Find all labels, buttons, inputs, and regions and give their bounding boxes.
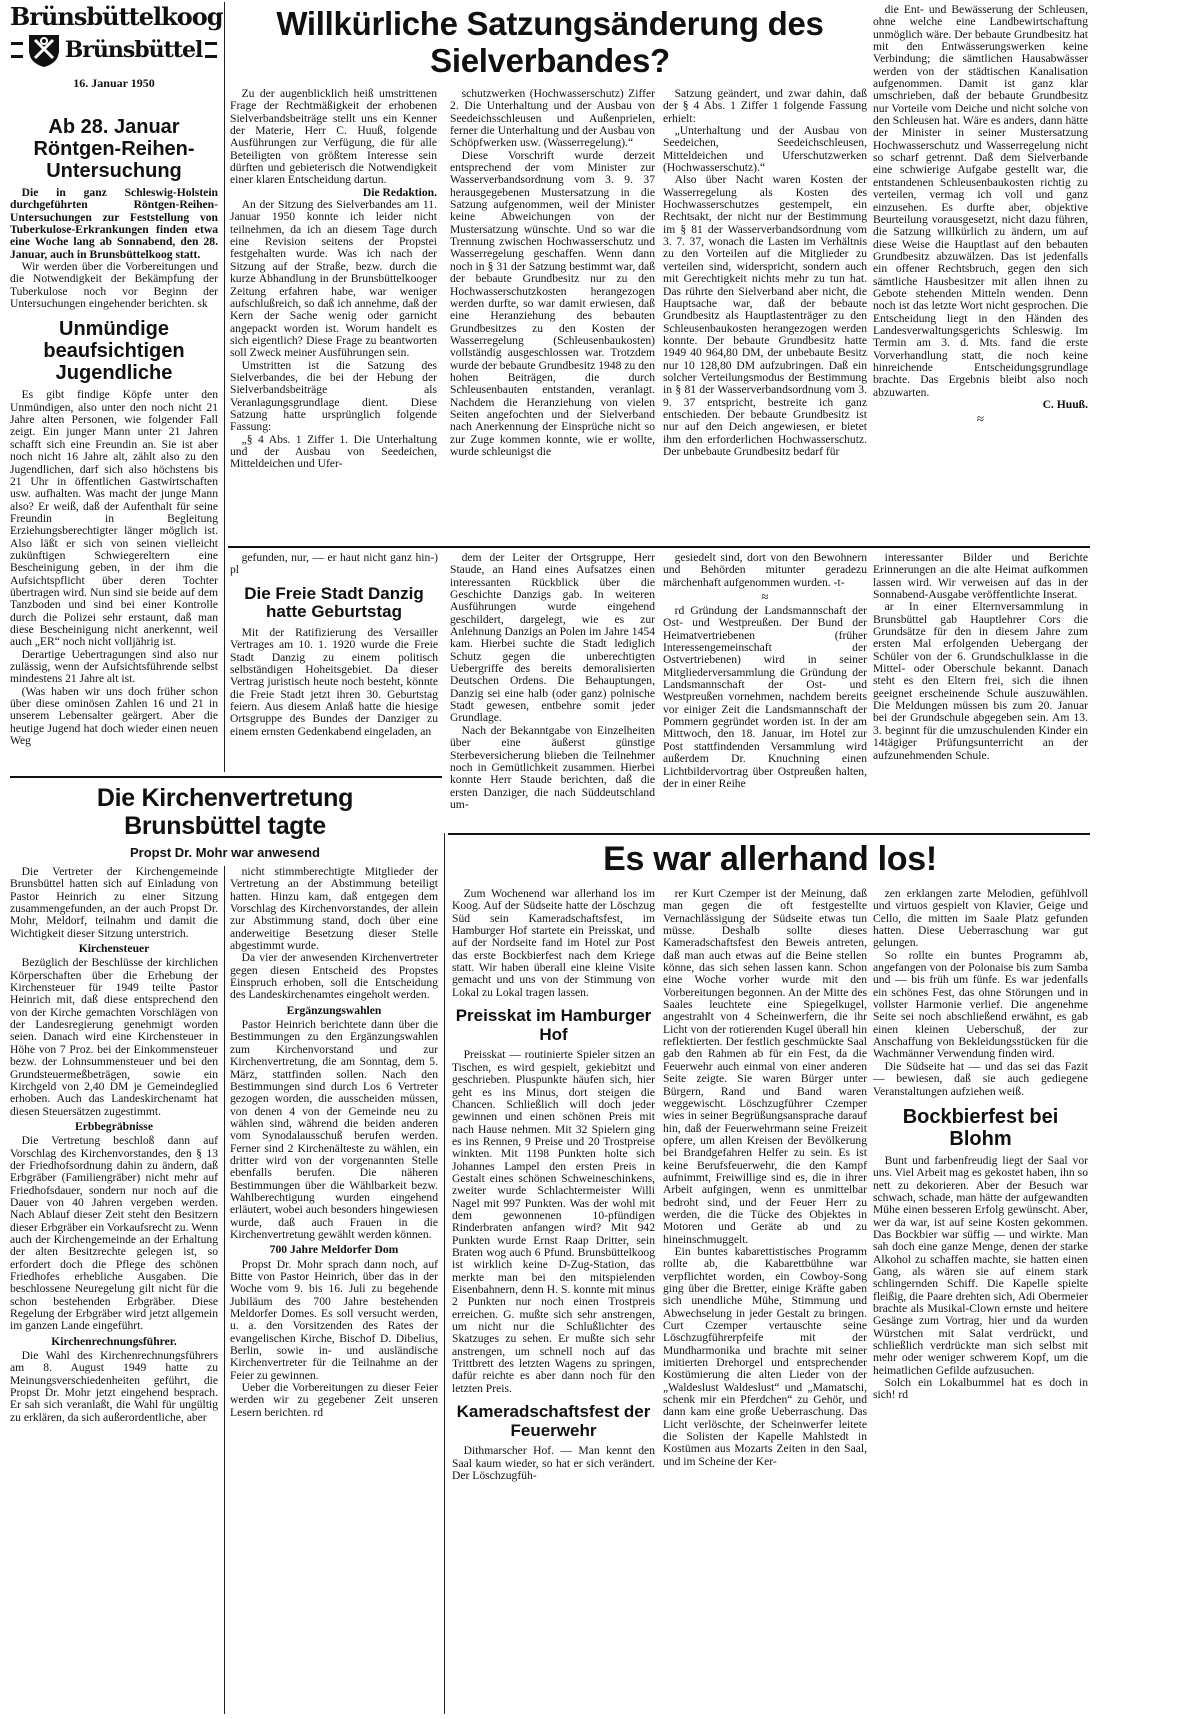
- article-headline: Die Freie Stadt Danzig hatte Geburtstag: [244, 583, 424, 622]
- section-subhead: Ergänzungswahlen: [286, 1003, 382, 1017]
- paragraph: Die Vertreter der Kirchengemeinde Brunsbüttel hatten sich auf Einladung von Pastor Heinrich zu einer Sitzung zusammengefunden, an der auch Propst Dr. Mohr, Meldorf, teilnahm und damit die Wichtigkeit dieser Sitzung unterstrich.: [10, 866, 218, 940]
- article-column: [873, 4, 1088, 542]
- column-divider: [224, 2, 225, 772]
- byline: C. Huuß.: [1042, 398, 1088, 411]
- left-column-articles: [10, 108, 218, 772]
- masthead: [10, 2, 223, 102]
- article-headline: Kameradschaftsfest der Feuerwehr: [456, 1402, 651, 1440]
- headline-kirchenvertretung: Die Kirchenvertretung Brunsbüttel tagte: [96, 784, 354, 840]
- article-column: [873, 552, 1088, 830]
- article-column: [230, 88, 437, 540]
- paragraph: rer Kurt Czemper ist der Meinung, daß man gegen die oft festgestellte Vernachlässigung der Südseite etwas tun müsse. Deshalb sollte dieses Kameradschaftsfest den Beweis antreten, daß man auch etwas auf die Beine stellen könne, das sich sehen lassen kann. Schon eine Woche vorher wurde mit den Vorbereitungen begonnen. An der Mitte des Saales leuchtete eine Spiegelkugel, angestrahlt von 4 Scheinwerfern, die ihr Licht von der rotierenden Kugel überall hin reflektierten. Der festlich geschmückte Saal gab den Rahmen ab für ein Fest, da die Feuerwehr auch einmal von einer anderen Seite zeigte. Sie waren Bürger unter Bürgern, Rand und Band waren weggewischt. Löschzugführer Czemper wies in seiner Begrüßungsansprache darauf hin, daß der Feuerwehrmann seine Freizeit opfere, um allen Kreisen der Bevölkerung bei Brandgefahren Helfer zu sein. Es ist keine Berufsfeuerwehr, die den Kampf aufnimmt, Freiwillige sind es, die in ihrer Arbeit aufgingen, wenn es unmittelbar bedroht sind, und der Feuer Herr zu werden, die die Tücke des Objektes in Motoren und Geräte ab und zu hineinschmuggelt.: [663, 888, 867, 1246]
- subheadline-kirchenvertretung: Propst Dr. Mohr war anwesend: [130, 845, 320, 860]
- paragraph: Zu der augenblicklich heiß umstrittenen Frage der Rechtmäßigkeit der erhobenen Sielverbandsbeiträge stellt uns ein Kenner der Materie, Herr C. Huuß, folgende Ausführungen zur Verfügung, die für alle Beteiligten von größtem Interesse sein dürften und gebieterisch die Notwendigkeit einer klaren Entscheidung dartun.: [230, 88, 437, 187]
- paragraph: So rollte ein buntes Programm ab, angefangen von der Polonaise bis zum Samba und — bis früh um fünfe. Es war jedenfalls ein schönes Fest, das ohne Störungen und in vollster Harmonie verlief. Die angenehme Seite sei noch abschließend erwähnt, es gab einen kleinen Ueberschuß, der zur Anschaffung von Bekleidungsstücken für die Wachmänner Verwendung finden wird.: [873, 948, 1088, 1061]
- paragraph: Propst Dr. Mohr sprach dann noch, auf Bitte von Pastor Heinrich, über das in der Woche vom 9. bis 16. Juli zu begehende Jubiläum des 700 Jahre bestehenden Meldorfer Domes. Es soll versucht werden, u. a. den Vorsitzenden des Rates der evangelischen Kirche, Bischof D. Dibelius, Berlin, sowie in- und ausländische Kirchenvertreter für die Teilnahme an der Feier zu gewinnen.: [230, 1257, 438, 1382]
- section-subhead: 700 Jahre Meldorfer Dom: [269, 1243, 399, 1257]
- paragraph: zen erklangen zarte Melodien, gefühlvoll und virtuos gespielt von Klavier, Geige und Cello, die mitten im Saale Platz gefunden hatten. Diese Ueberraschung war gut gelungen.: [873, 888, 1088, 950]
- headline-allerhand: Es war allerhand los!: [603, 840, 937, 878]
- paragraph: „§ 4 Abs. 1 Ziffer 1. Die Unterhaltung und der Ausbau von Seedeichen, Mitteldeichen und Ufer-: [230, 432, 437, 471]
- paragraph: Derartige Uebertragungen sind also nur zulässig, wenn der Aufsichtsführende selbst mindestens 21 Jahre alt ist.: [10, 647, 218, 686]
- paragraph: Ein buntes kabarettistisches Programm rollte ab, die Kabarettbühne war verpflichtet worden, ein Cowboy-Song ging über die Bretter, einige Kräfte gaben sich unendliche Mühe, Stimmung und Abwechselung in jeder Gestalt zu bringen. Curt Czemper vertauschte seine Löschzugführerpfeife mit der Mundharmonika und brachte mit seiner imitierten Drehorgel und entsprechender Kostümierung die alten Lieder von der „Waldeslust Waldeslust“ und „Mamatschi, schenk mir ein Pferdchen“ zu Gehör, und dann kam eine große Ueberraschung. Das Licht verlöschte, der Scheinwerfer leitete die Solisten der Kapelle Mahlstedt in Kostümen aus Mozarts Zeiten in den Saal, und im Scheine der Ker-: [663, 1244, 867, 1468]
- paragraph: Satzung geändert, und zwar dahin, daß der § 4 Abs. 1 Ziffer 1 folgende Fassung erhielt:: [663, 88, 867, 125]
- paragraph: Bunt und farbenfreudig liegt der Saal vor uns. Viel Arbeit mag es gekostet haben, ihn so nett zu dekorieren. Aber der Besuch war schwach, schade, man hätte der aufgewandten Mühe einen besseren Erfolg gewünscht. Aber, wer da war, ist auf seine Kosten gekommen. Das Bockbier war süffig — und wirkte. Man sah doch eine ganze Menge, denen der starke Alkohol zu schaffen machte, sie hatten einen Gang, als wären sie auf einem stark schlingernden Schiff. Die Kapelle spielte fleißig, die Paare drehten sich, Adi Obermeier brachte als Musikal-Clown ernste und heitere Gesänge zum Vortrag, hier und da wurden Würstchen mit Salat verdrückt, und schließlich verdrückte man sich selbst mit mehr oder weniger schwerem Kopf, um die heimatlichen Gefilde aufzusuchen.: [873, 1153, 1088, 1377]
- section-rule: [228, 546, 1090, 548]
- paragraph: Pastor Heinrich berichtete dann über die Bestimmungen zu den Ergänzungswahlen zum Kirchenvorstand und zur Kirchenvertretung, die am Sonntag, dem 5. März, stattfinden sollen. Nach den Bestimmungen sind durch Los 6 Vertreter gezogen worden, die ausscheiden müssen, von denen 4 von der Gemeinde neu zu wählen sind, während die beiden anderen vom Synodalausschuß berufen werden. Ferner sind 2 Kirchenälteste zu wählen, ein dritter wird von der vorgenannten Stelle ebenfalls berufen. Die näheren Bestimmungen über die Wählbarkeit bezw. Wahlberechtigung wurden eingehend erläutert, wobei auch besonders hingewiesen wurde, daß auch Frauen in die Kirchenvertretung gewählt werden können.: [230, 1018, 438, 1241]
- paragraph: die Ent- und Bewässerung der Schleusen, ohne welche eine Landbewirtschaftung unmöglich wäre. Der bebaute Grundbesitz hat mit den Entwässerungswerken keine Verbindung; die sämtlichen Hausabwässer werden von der städtischen Kanalisation aufgenommen. Damit ist ganz klar umschrieben, daß der bebaute Grundbesitz nur Vorteile vom Deiche und nicht solche von den Schleusen hat. Wäre es anders, dann hätte der Minister in seiner Mustersatzung Hochwasserschutz und Wasserregelung nicht so scharf getrennt. Daß dem Sielverbande eine schwierige Aufgabe gestellt war, die entstandenen Schleusenbaukosten richtig zu verteilen, vermag ich voll und ganz einzusehen. Es durfte aber, objektive Beurteilung vorausgesetzt, nicht dazu führen, die Satzung willkürlich zu ändern, um auf diese Weise die Hauptlast auf den bebauten Grundbesitz abzuwälzen. Das ist jedenfalls ein offener Rechtsbruch, gegen den sich sämtliche Hausbesitzer mit allen ihnen zu Gebote stehenden Mitteln wenden. Denn noch ist das letzte Wort nicht gesprochen. Die Entscheidung liegt in den Händen des Landesverwaltungsgerichts Schleswig. Im Termin am 3. d. Mts. fand die erste Vorverhandlung statt, die noch keine hinreichende Entscheidungsgrundlage brachte. Das Ergebnis bleibt also noch abzuwarten.: [873, 4, 1088, 399]
- paragraph: Wir werden über die Vorbereitungen und die Notwendigkeit der Bekämpfung der Tuberkulose noch vor Beginn der Untersuchungen eingehender berichten. sk: [10, 260, 218, 311]
- article-column: [230, 866, 438, 1714]
- article-column: [10, 866, 218, 1714]
- article-column: [873, 888, 1088, 1714]
- paragraph: interessanter Bilder und Berichte Erinnerungen an die alte Heimat aufkommen lassen wird. Wir verweisen auf das in der Sonnabend-Ausgabe veröffentlichte Inserat.: [873, 552, 1088, 602]
- paragraph: ar In einer Elternversammlung in Brunsbüttel gab Hauptlehrer Cors die Grundsätze für den in diesem Jahre zum ersten Mal erfolgenden Uebergang der Schüler von der 6. Grundschulklasse in die Mittel- oder Oberschule bekannt. Danach steht es den Eltern frei, sich die ihnen geeignet erscheinende Schule auszuwählen. Die Meldungen müssen bis zum 20. Januar bei der Grundschule abgegeben sein. Am 13. 3. beginnt für die umzuschulenden Kinder ein 14tägiger Prüfungsunterricht an der aufzunehmenden Schule.: [873, 600, 1088, 762]
- headline-satzungsaenderung: Willkürliche Satzungsänderung des Sielverbandes?: [276, 5, 824, 79]
- lead-paragraph: Die in ganz Schleswig-Holstein durchgeführten Röntgen-Reihen-Untersuchungen zur Feststellung von Tuberkulose-Erkrankungen finden etwa eine Woche lang ab Sonnabend, den 28. Januar, auch in Brunsbüttelkoog statt.: [10, 186, 218, 261]
- paragraph: rd Gründung der Landsmannschaft der Ost- und Westpreußen. Der Bund der Heimatvertriebenen (früher Interessengemeinschaft der Ostvertriebenen) wird in seiner Mitgliederversammlung die Gründung der Landsmannschaft der Ost- und Westpreußen vornehmen, nachdem bereits vor einiger Zeit die Landsmannschaft der Pommern gegründet worden ist. In der am Mittwoch, den 18. Januar, im Hotel zur Post stattfindenden Versammlung wird außerdem Dr. Knuchning einen Lichtbildervortrag über Ostpreußen halten, der in einer Reihe: [663, 604, 867, 790]
- banner-right-icon: [205, 42, 217, 58]
- paragraph: Solch ein Lokalbummel hat es doch in sich! rd: [873, 1376, 1088, 1402]
- article-headline: Unmündige beaufsichtigen Jugendliche: [43, 318, 185, 385]
- article-column: [663, 552, 867, 830]
- article-column: [230, 552, 438, 774]
- paragraph: Da vier der anwesenden Kirchenvertreter gegen diesen Entscheid des Propstes Einspruch erhoben, soll die Entscheidung des Landeskirchenamtes eingeholt werden.: [230, 951, 438, 1002]
- paragraph: Ueber die Vorbereitungen zu dieser Feier werden wir zu gegebener Zeit unseren Lesern berichten. rd: [230, 1381, 438, 1419]
- coat-of-arms-icon: [26, 32, 62, 68]
- paragraph: nicht stimmberechtigte Mitglieder der Vertretung an der Abstimmung beteiligt hatten. Hinzu kam, daß entgegen dem Vorschlag des Kirchenvorstandes, der allein zur Abstimmung stand, doch über eine anderweitige Besetzung dieser Stelle abgestimmt wurde.: [230, 866, 438, 953]
- paragraph: gesiedelt sind, dort von den Bewohnern und Behörden mitunter geradezu märchenhaft aufgenommen wurden. -t-: [663, 552, 867, 589]
- paragraph: dem der Leiter der Ortsgruppe, Herr Staude, an Hand eines Aufsatzes einen interessanten Rückblick über die Geschichte Danzigs gab. In weiteren Ausführungen wurde eingehend geschildert, dargelegt, wie es zur Anlehnung Danzigs an Polen im Jahre 1454 kam. Hierbei suchte die Stadt lediglich Schutz gegen die unberechtigten Uebergriffe des bereits demoralisierten Deutschen Ordens. Die Behauptungen, Danzig sei eine halb (oder ganz) polnische Stadt gewesen, entbehre somit jeder Grundlage.: [450, 552, 655, 725]
- paragraph: Es gibt findige Köpfe unter den Unmündigen, also unter den noch nicht 21 Jahre alten Personen, wie folgender Fall zeigt. Ein junger Mann unter 21 Jahren schafft sich eine Freundin an. Sie ist aber noch nicht 16 Jahre alt, zählt also zu den Jugendlichen, darf sich also höchstens bis 21 Uhr in öffentlichen Gastwirtschaften usw. aufhalten. Was macht der junge Mann also? Er weiß, daß der Aufenthalt für seine Freundin in Begleitung Erziehungsberechtigter länger möglich ist. Also läßt er sich von seinen vielleicht zukünftigen Schwiegereltern eine Bescheinigung geben, in der ihm die Aufsichtspflicht über deren Tochter übertragen wird. Nun sind sie beide auf dem Tanzboden und sind bei einer Kontrolle durch die Polizei sehr erstaunt, daß man diese Bescheinigung nicht anerkennt, weil auch „ER“ noch nicht volljährig ist.: [10, 388, 218, 649]
- paragraph: „Unterhaltung und der Ausbau von Seedeichen, Seedeichschleusen, Mitteldeichen und Uferschutzwerken (Hochwasserschutz).“: [663, 124, 867, 175]
- separator-mark: ≈: [761, 589, 769, 605]
- masthead-logo-line2: Brünsbüttel: [64, 37, 203, 63]
- section-rule: [448, 833, 1090, 835]
- column-divider: [444, 833, 445, 1714]
- masthead-logo-line1: Brünsbüttelkoog: [10, 2, 223, 31]
- paragraph: schutzwerken (Hochwasserschutz) Ziffer 2. Die Unterhaltung und der Ausbau von Seedeichsschleusen und Außenprielen, ferner die Unterhaltung und der Ausbau von Schöpfwerken usw. (Wasserregelung).“: [450, 88, 655, 150]
- article-headline: Ab 28. Januar Röntgen-Reihen-Untersuchung: [33, 116, 195, 182]
- paragraph: Mit der Ratifizierung des Versailler Vertrages am 10. 1. 1920 wurde die Freie Stadt Danzig zu einem politisch selbständigen Hoheitsgebiet. Da dieser Vertrag juristisch heute noch besteht, könnte die Freie Stadt jetzt ihren 30. Geburtstag feiern. Aus diesem Anlaß hatte die hiesige Ortsgruppe des Bundes der Danziger zu einem ernsten Gedenkabend eingeladen, an: [230, 626, 438, 738]
- paragraph: Bezüglich der Beschlüsse der kirchlichen Körperschaften über die Erhebung der Kirchensteuer für 1949 teilte Pastor Heinrich mit, daß diese entsprechend den von der Kirche gemachten Vorschlägen von der Landesregierung genehmigt worden seien. Danach wird eine Kirchensteuer in Höhe von 7 Proz. bei der Einkommensteuer bezw. der Lohnsummensteuer und bei den Grundsteuermeßbeträgen, sowie ein Kirchgeld von 2,40 DM je Gemeindeglied erhoben. Auch das Landeskirchenamt hat diesen Steuersätzen zugestimmt.: [10, 956, 218, 1118]
- paragraph: Zum Wochenend war allerhand los im Koog. Auf der Südseite hatte der Löschzug Süd sein Kameradschaftsfest, im Hamburger Hof startete ein Preisskat, und auf der Nordseite fand im Hotel zur Post das erste Bockbierfest nach dem Kriege statt. Wir haben überall eine kleine Visite gemacht und uns von der Stimmung von Lokal zu Lokal tragen lassen.: [452, 888, 655, 999]
- paragraph: Die Südseite hat — und das sei das Fazit — bewiesen, daß sie auch gediegene Veranstaltungen aufziehen weiß.: [873, 1059, 1088, 1098]
- paragraph: Preisskat — routinierte Spieler sitzen an Tischen, es wird gespielt, gekiebitzt und geschrieben. Pluspunkte häufen sich, hier geht es ins Minus, dort steigen die Chancen. Schließlich will doch jeder gewinnen und einen schönen Preis mit nach Hause nehmen. Mit 32 Spielern ging es ins Rennen, 9 Preise und 20 Trostpreise winkten. Mit 1198 Punkten holte sich Johannes Lampel den ersten Preis in Gestalt eines schönen Schweineschinkens, zweiter wurde Schlachtermeister Willi Nagel mit 997 Punkten. Was der wohl mit dem gewonnenen 10-pfündigen Rinderbraten anfangen wird? Mit 942 Punkten wurde Ernst Raap Dritter, sein Braten wog auch 6 Pfund. Brunsbüttelkoog ist wirklich keine D-Zug-Station, das merkte man bei den mitspielenden Eisenbahnern, denn H. S. konnte mit minus 2 Punkten nur noch einen Trostpreis erreichen. G. mußte sich sehr anstrengen, um nicht nur die Schlußlichter des Skatzuges zu sehen. Er mußte sich sehr anstrengen, um schnell noch auf das Trittbrett des letzten Wagens zu springen, dafür reichte es aber dann noch für den letzten Preis.: [452, 1048, 655, 1395]
- section-rule: [10, 776, 442, 778]
- byline: Die Redaktion.: [362, 185, 437, 199]
- article-column: [450, 552, 655, 830]
- paragraph: Also über Nacht waren Kosten der Wasserregelung als Kosten des Hochwasserschutzes gestempelt, ein Rechtsakt, der nicht nur der Bestimmung im § 81 der Wasserverbandsordnung vom 3. 7. 37, wonach die Lasten im Verhältnis zu den Vorteilen auf die Mitglieder zu verteilen sind, widerspricht, sondern auch mit Gerechtigkeit nichts mehr zu tun hat. Das rührte den Sielverband aber nicht, die Hauptsache war, daß der bebaute Grundbesitz als Hauptlastenträger zu den Schleusenbaukosten herangezogen werden konnte. Der bebaute Grundbesitz hatte 1949 40 964,80 DM, der unbebaute Besitz nur 10 128,80 DM aufzubringen. Daß ein solcher Verteilungsmodus der Bestimmung in § 81 der Wasserverbandsordnung vom 3. 9. 37 entspricht, bestreite ich ganz entschieden. Der bebaute Grundbesitz ist nur auf den Deich angewiesen, er bietet ihm den erforderlichen Hochwasserschutz. Der unbebaute Grundbesitz bedarf für: [663, 173, 867, 458]
- section-subhead: Kirchensteuer: [78, 942, 150, 956]
- paragraph: (Was haben wir uns doch früher schon über diese ominösen Zahlen 16 und 21 in unserem Lebensalter geärgert. Aber die heutige Jugend hat doch wieder einen neuen Weg: [10, 684, 218, 748]
- paragraph: Die Vertretung beschloß dann auf Vorschlag des Kirchenvorstandes, den § 13 der Friedhofsordnung dahin zu ändern, daß Erbgräber (Familiengräber) nicht mehr auf Friedhofsdauer, sondern nur noch auf die Dauer von 40 Jahren vergeben werden. Nach Ablauf dieser Zeit steht den Besitzern dieser Erbgräber ein Vorkaufsrecht zu. Wenn auch der Kirchengemeinde an der Erhaltung der alten Besitzrechte gelegen ist, so erfordert doch die Pflege des schönen Friedhofes erhebliche Ausgaben. Die beschlossene Neuregelung gilt nicht für die schon bestehenden Erbgräber. Diese Regelung der Erbgräber wird jetzt allgemein im ganzen Lande eingeführt.: [10, 1134, 218, 1333]
- paragraph: Dithmarscher Hof. — Man kennt den Saal kaum wieder, so hat er sich verändert. Der Löschzugfüh-: [452, 1444, 655, 1483]
- article-column: [450, 88, 655, 540]
- separator-mark: ≈: [976, 411, 985, 427]
- article-column: [663, 88, 867, 540]
- paragraph: An der Sitzung des Sielverbandes am 11. Januar 1950 konnte ich leider nicht teilnehmen, da ich an diesem Tage durch eine Revision seitens der Propstei festgehalten wurde. Was ich nach der Sitzung auf der Straße, bezw. durch die kurze Abhandlung in der Brunsbüttelkooger Zeitung erfahren habe, war weniger aufschlußreich, so daß ich annehme, daß der Kern der Sache wenig oder garnicht angepackt worden ist. Worum handelt es sich eigentlich? Diese Frage zu beantworten soll Zweck meiner Ausführungen sein.: [230, 198, 437, 360]
- paragraph: Umstritten ist die Satzung des Sielverbandes, die bei der Hebung der Sielverbandsbeiträge als Veranlagungsgrundlage dient. Diese Satzung hatte ursprünglich folgende Fassung:: [230, 358, 437, 434]
- column-divider: [224, 866, 225, 1714]
- paragraph: gefunden, nur, — er haut nicht ganz hin-) pl: [230, 552, 438, 577]
- section-subhead: Kirchenrechnungsführer.: [51, 1334, 177, 1348]
- paragraph: Nach der Bekanntgabe von Einzelheiten über eine äußerst günstige Sterbeversicherung blieben die Teilnehmer noch in Gemütlichkeit zusammen. Hierbei konnte Herr Staude berichten, daß die ersten Danziger, die nach Süddeutschland um-: [450, 723, 655, 811]
- article-column: [452, 888, 655, 1714]
- section-subhead: Erbbegräbnisse: [75, 1119, 153, 1133]
- banner-left-icon: [11, 42, 23, 58]
- article-headline: Preisskat im Hamburger Hof: [455, 1006, 652, 1044]
- article-headline: Bockbierfest bei Blohm: [902, 1105, 1059, 1150]
- issue-date: 16. Januar 1950: [73, 76, 155, 90]
- article-column: [663, 888, 867, 1714]
- paragraph: Diese Vorschrift wurde derzeit entsprechend der vom Minister zur Wasserverbandsordnung vom 3. 9. 37 herausgegebenen Mustersatzung in die Satzung aufgenommen, weil der Minister keine Abweichungen von der Mustersatzung wünschte. Und so war die Trennung zwischen Hochwasserschutz und Wasserregelung geschaffen. Wenn dann noch in § 31 der Satzung bestimmt war, daß der bebaute Grundbesitz nur zu den Hochwasserschutzkosten herangezogen werden durfte, so war damit erwiesen, daß eine Heranziehung des bebauten Grundbesitzes zu den Kosten der Wasserregelung (Schleusenbaukosten) vollständig ausgeschlossen war. Trotzdem wurde der bebaute Grundbesitz 1948 zu den hohen Beiträgen, die durch Schleusenbauten entstanden, veranlagt. Nachdem die Heranziehung von vielen Seiten angefochten und der Sielverband nach Anerkennung der Einsprüche nicht so zur Zuge kommen konnte, wie er wollte, wurde schleunigst die: [450, 148, 655, 458]
- paragraph: Die Wahl des Kirchenrechnungsführers am 8. August 1949 hatte zu Meinungsverschiedenheiten geführt, die Propst Dr. Mohr jetzt eingehend besprach. Er sah sich veranlaßt, die Wahl für ungültig zu erklären, da sich außerordentliche, aber: [10, 1349, 218, 1424]
